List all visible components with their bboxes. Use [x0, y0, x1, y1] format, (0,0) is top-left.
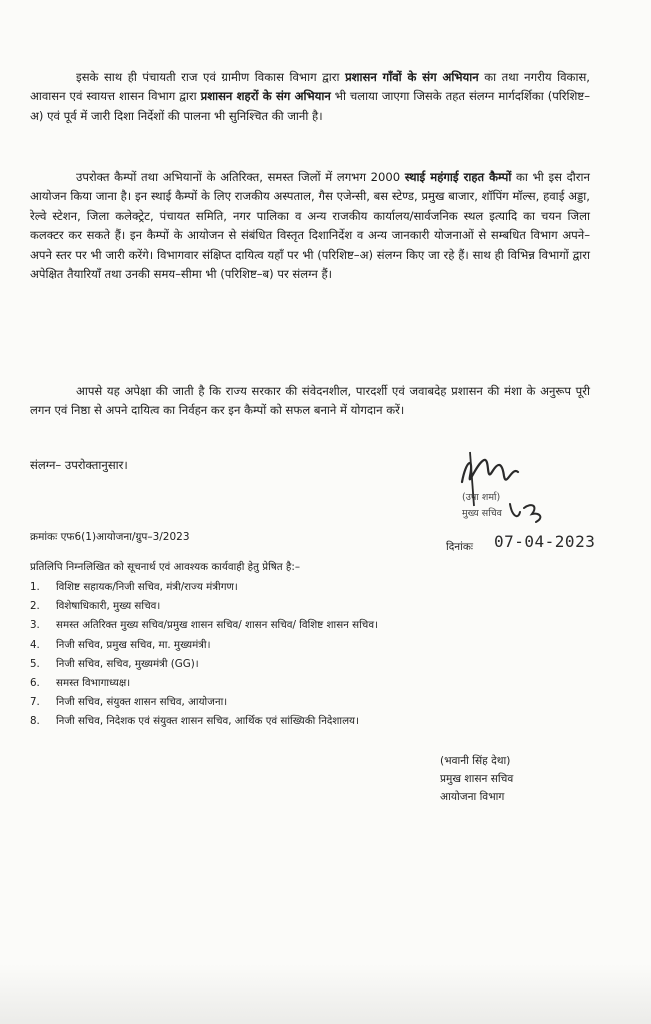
bold-phrase: स्थाई महंगाई राहत कैम्पों: [404, 170, 512, 184]
list-item: 4. निजी सचिव, प्रमुख सचिव, मा. मुख्यमंत्री।: [30, 638, 211, 651]
reference-number: क्रमांकः एफ6(1)आयोजना/ग्रुप–3/2023: [30, 531, 190, 543]
text-run: भी चलाया जाएगा जिसके तहत संलग्न मार्गदर्शिका (परिशिष्ट–अ) एवं पूर्व में जारी दिशा निर्देशों की पालना भी सुनिश्चित की जानी है।: [30, 89, 590, 123]
stamp-designation: मुख्य सचिव: [462, 508, 502, 519]
date-handwritten: 07-04-2023: [494, 532, 596, 551]
text-run: उपरोक्त कैम्पों तथा अभियानों के अतिरिक्त, समस्त जिलों में लगभग 2000: [76, 170, 405, 184]
enclosure-note: संलग्न– उपरोक्तानुसार।: [30, 458, 128, 472]
signatory-designation: प्रमुख शासन सचिव: [440, 773, 514, 785]
list-item: 5. निजी सचिव, सचिव, मुख्यमंत्री (GG)।: [30, 657, 199, 670]
page-shadow: [0, 964, 651, 1024]
list-item: 8. निजी सचिव, निदेशक एवं संयुक्त शासन सचिव, आर्थिक एवं सांख्यिकी निदेशालय।: [30, 715, 359, 728]
paragraph-expectation: [30, 382, 590, 421]
list-item: 2. विशेषाधिकारी, मुख्य सचिव।: [30, 600, 161, 613]
copy-to-list: [30, 578, 378, 732]
stamp-name: (उषा शर्मा): [462, 492, 501, 503]
text-run: आपसे यह अपेक्षा की जाती है कि राज्य सरकार की संवेदनशील, पारदर्शी एवं जवाबदेह प्रशासन की मंशा के अनुरूप पूरी लगन एवं निष्ठा से अपने दायित्व का निर्वहन कर इन कैम्पों को सफल बनाने में योगदान करें।: [30, 384, 590, 418]
list-item: 6. समस्त विभागाध्यक्ष।: [30, 677, 131, 690]
bold-phrase: प्रशासन शहरों के संग अभियान: [200, 89, 331, 104]
list-item: 3. समस्त अतिरिक्त मुख्य सचिव/प्रमुख शासन सचिव/ शासन सचिव/ विशिष्ट शासन सचिव।: [30, 619, 378, 632]
signatory-name: (भवानी सिंह देथा): [440, 755, 511, 767]
paragraph-campaigns: [30, 68, 590, 126]
signature-stamp: [462, 490, 502, 522]
list-item: 7. निजी सचिव, संयुक्त शासन सचिव, आयोजना।: [30, 696, 228, 709]
text-run: का भी इस दौरान आयोजन किया जाना है। इन स्थाई कैम्पों के लिए राजकीय अस्पताल, गैस एजेन्सी, बस स्टेण्ड, प्रमुख बाजार, शॉपिंग मॉल्स, हवाई अड्डा, रेल्वे स्टेशन, जिला कलेक्ट्रेट, पंचायत समिति, नगर पालिका व अन्य राजकीय कार्यालय/सार्वजनिक स्थल इत्यादि का चयन जिला कलक्टर कर सकते हैं। इन कैम्पों के आयोजन से संबंधित विस्तृत दिशानिर्देश व अन्य जानकारी योजनाओं से सम्बधित विभाग अपने–अपने स्तर पर भी जारी करेंगे। विभागवार संक्षिप्त दायित्व यहाँ पर भी (परिशिष्ट–अ) संलग्न किए जा रहे हैं। साथ ही विभिन्न विभागों द्वारा अपेक्षित तैयारियाँ तथा उनकी समय–सीमा भी (परिशिष्ट–ब) पर संलग्न हैं।: [30, 170, 590, 282]
paragraph-relief-camps: [30, 168, 590, 284]
copy-to-intro: प्रतिलिपि निम्नलिखित को सूचनार्थ एवं आवश्यक कार्यवाही हेतु प्रेषित है:–: [30, 561, 300, 573]
text-run: इसके साथ ही पंचायती राज एवं ग्रामीण विकास विभाग द्वारा: [76, 70, 346, 84]
signatory-block: [440, 752, 513, 806]
list-item: 1. विशिष्ट सहायक/निजी सचिव, मंत्री/राज्य मंत्रीगण।: [30, 581, 238, 593]
date-label: दिनांकः: [446, 541, 474, 553]
text-run: का तथा नगरीय विकास, आवासन एवं स्वायत्त शासन विभाग द्वारा: [30, 70, 590, 104]
signatory-department: आयोजना विभाग: [440, 791, 505, 803]
bold-phrase: प्रशासन गाँवों के संग अभियान: [345, 70, 479, 84]
